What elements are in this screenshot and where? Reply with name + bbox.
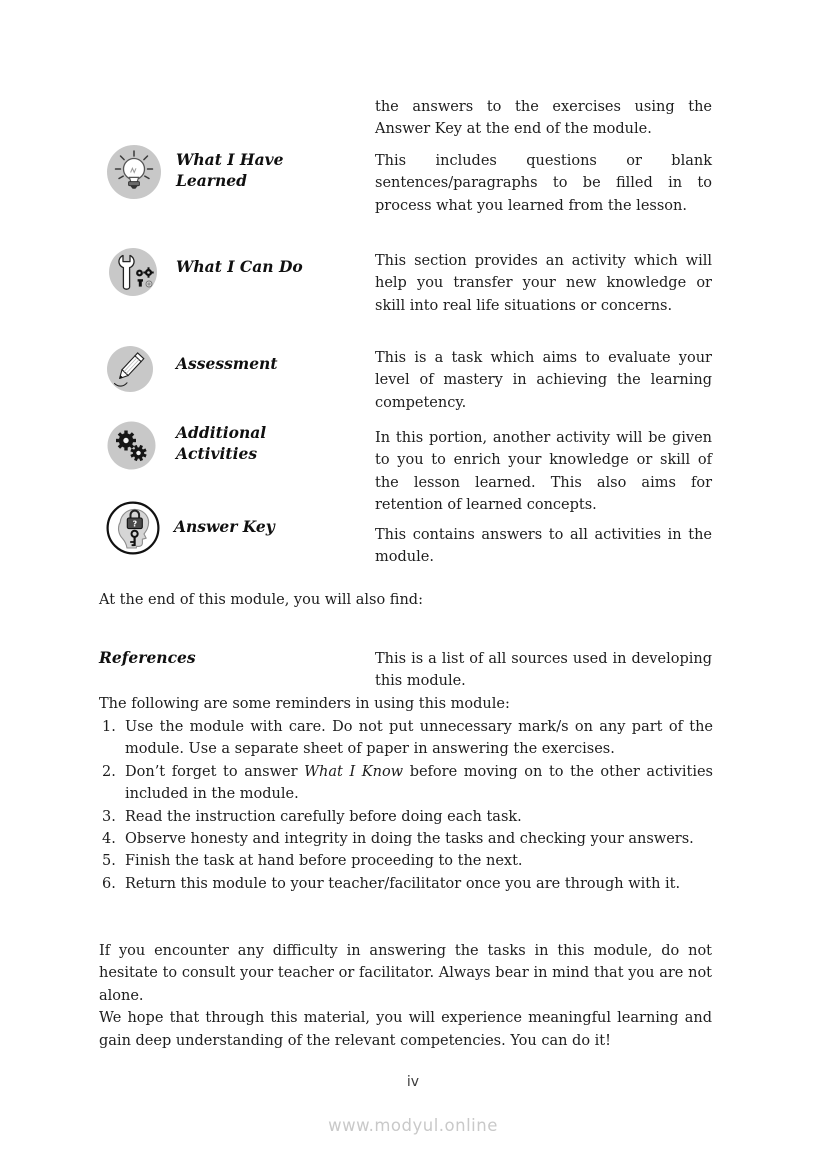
section-description: In this portion, another activity will be given to you to enrich your knowledge or skill of the lesson learned. This also aims for retention of learned concepts. (375, 430, 712, 514)
page-number: iv (406, 1074, 420, 1090)
section-description: This contains answers to all activities in the module. (375, 527, 712, 566)
item-text: Return this module to your teacher/facilitator once you are through with it. (125, 875, 681, 892)
item-number: 5. (102, 853, 116, 870)
lightbulb-icon (106, 144, 162, 200)
closing-paragraph: We hope that through this material, you will experience meaningful learning and gain deep understanding of the relevant competencies. You can do it! (99, 1010, 712, 1049)
reminders-intro: The following are some reminders in using this module: (99, 696, 510, 712)
wrench-icon (108, 247, 158, 297)
section-label-answer-key: Answer Key (174, 517, 275, 536)
also-find-sentence: At the end of this module, you will also find: (99, 592, 423, 608)
italic-phrase: What I Know (304, 763, 404, 780)
item-text: Finish the task at hand before proceeding to the next. (125, 853, 523, 870)
section-description: This section provides an activity which will help you transfer your new knowledge or skill into real life situations or concerns. (375, 253, 712, 314)
svg-text:?: ? (132, 519, 138, 529)
item-number: 6. (102, 875, 116, 892)
item-number: 4. (102, 831, 116, 848)
list-item (99, 873, 713, 895)
item-number: 1. (102, 719, 116, 735)
reminders-list (99, 716, 713, 895)
item-text: Observe honesty and integrity in doing the tasks and checking your answers. (125, 831, 694, 848)
item-number: 2. (102, 763, 116, 780)
item-text: Use the module with care. Do not put unnecessary mark/s on any part of the module. Use a separate sheet of paper in answering the exercises. (125, 719, 713, 758)
head-lock-key-icon (106, 501, 160, 555)
closing-paragraphs (99, 940, 712, 1052)
list-item (99, 716, 713, 761)
section-description: This is a task which aims to evaluate your level of mastery in achieving the learning competency. (375, 350, 712, 411)
item-text: Read the instruction carefully before doing each task. (125, 808, 522, 825)
list-item (99, 828, 713, 850)
list-item (99, 850, 713, 872)
section-label-assessment: Assessment (176, 354, 278, 373)
section-label-what-i-can-do: What I Can Do (176, 257, 303, 276)
item-number: 3. (102, 808, 116, 825)
list-item (99, 806, 713, 828)
section-description: This includes questions or blank sentences/paragraphs to be filled in to process what you learned from the lesson. (375, 153, 712, 214)
item-text: Don’t forget to answer What I Know before moving on to the other activities included in the module. (125, 763, 713, 803)
closing-paragraph: If you encounter any difficulty in answering the tasks in this module, do not hesitate to consult your teacher or facilitator. Always bear in mind that you are not alone. (99, 943, 712, 1004)
list-item (99, 761, 713, 806)
gears-icon (107, 421, 156, 470)
pencil-icon (106, 345, 154, 393)
continuation-paragraph: the answers to the exercises using the Answer Key at the end of the module. (375, 99, 712, 138)
watermark-url: www.modyul.online (328, 1116, 498, 1135)
references-description: This is a list of all sources used in developing this module. (375, 651, 712, 690)
section-label-what-i-have-learned: What I Have Learned (176, 150, 284, 190)
references-label: References (99, 648, 196, 667)
section-label-additional-activities: Additional Activities (176, 423, 267, 463)
